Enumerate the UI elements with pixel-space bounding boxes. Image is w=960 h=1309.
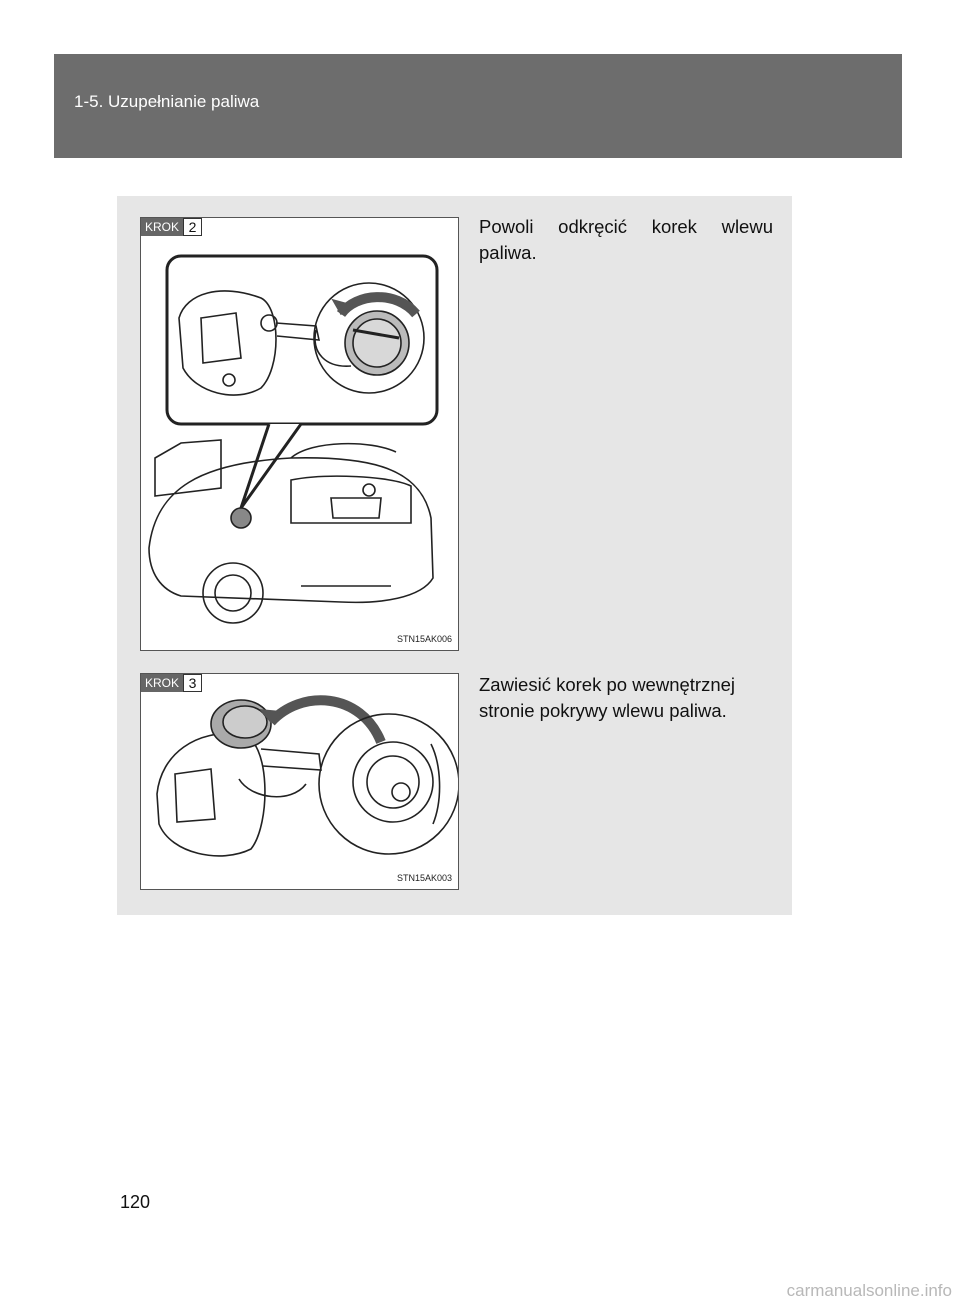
step-3-figure bbox=[140, 673, 459, 890]
step-word: KROK bbox=[141, 218, 183, 236]
figure-code: STN15AK003 bbox=[396, 873, 452, 883]
step-3-instruction: Zawiesić korek po wewnętrznej stronie pokrywy wlewu paliwa. bbox=[479, 674, 736, 721]
fuel-cap-unscrew-illustration bbox=[141, 218, 459, 651]
step-2-badge bbox=[141, 218, 202, 236]
step-2-figure bbox=[140, 217, 459, 651]
watermark: carmanualsonline.info bbox=[786, 1281, 952, 1300]
step-word: KROK bbox=[141, 674, 183, 692]
page-number: 120 bbox=[120, 1192, 151, 1212]
section-title: 1-5. Uzupełnianie paliwa bbox=[74, 92, 260, 111]
fuel-cap-hang-illustration bbox=[141, 674, 459, 890]
step-number: 2 bbox=[183, 218, 202, 236]
figure-code: STN15AK006 bbox=[396, 634, 452, 644]
step-number: 3 bbox=[183, 674, 202, 692]
section-header bbox=[54, 54, 902, 158]
step-3-badge bbox=[141, 674, 202, 692]
step-2-instruction: Powoli odkręcić korek wlewu paliwa. bbox=[479, 216, 773, 263]
